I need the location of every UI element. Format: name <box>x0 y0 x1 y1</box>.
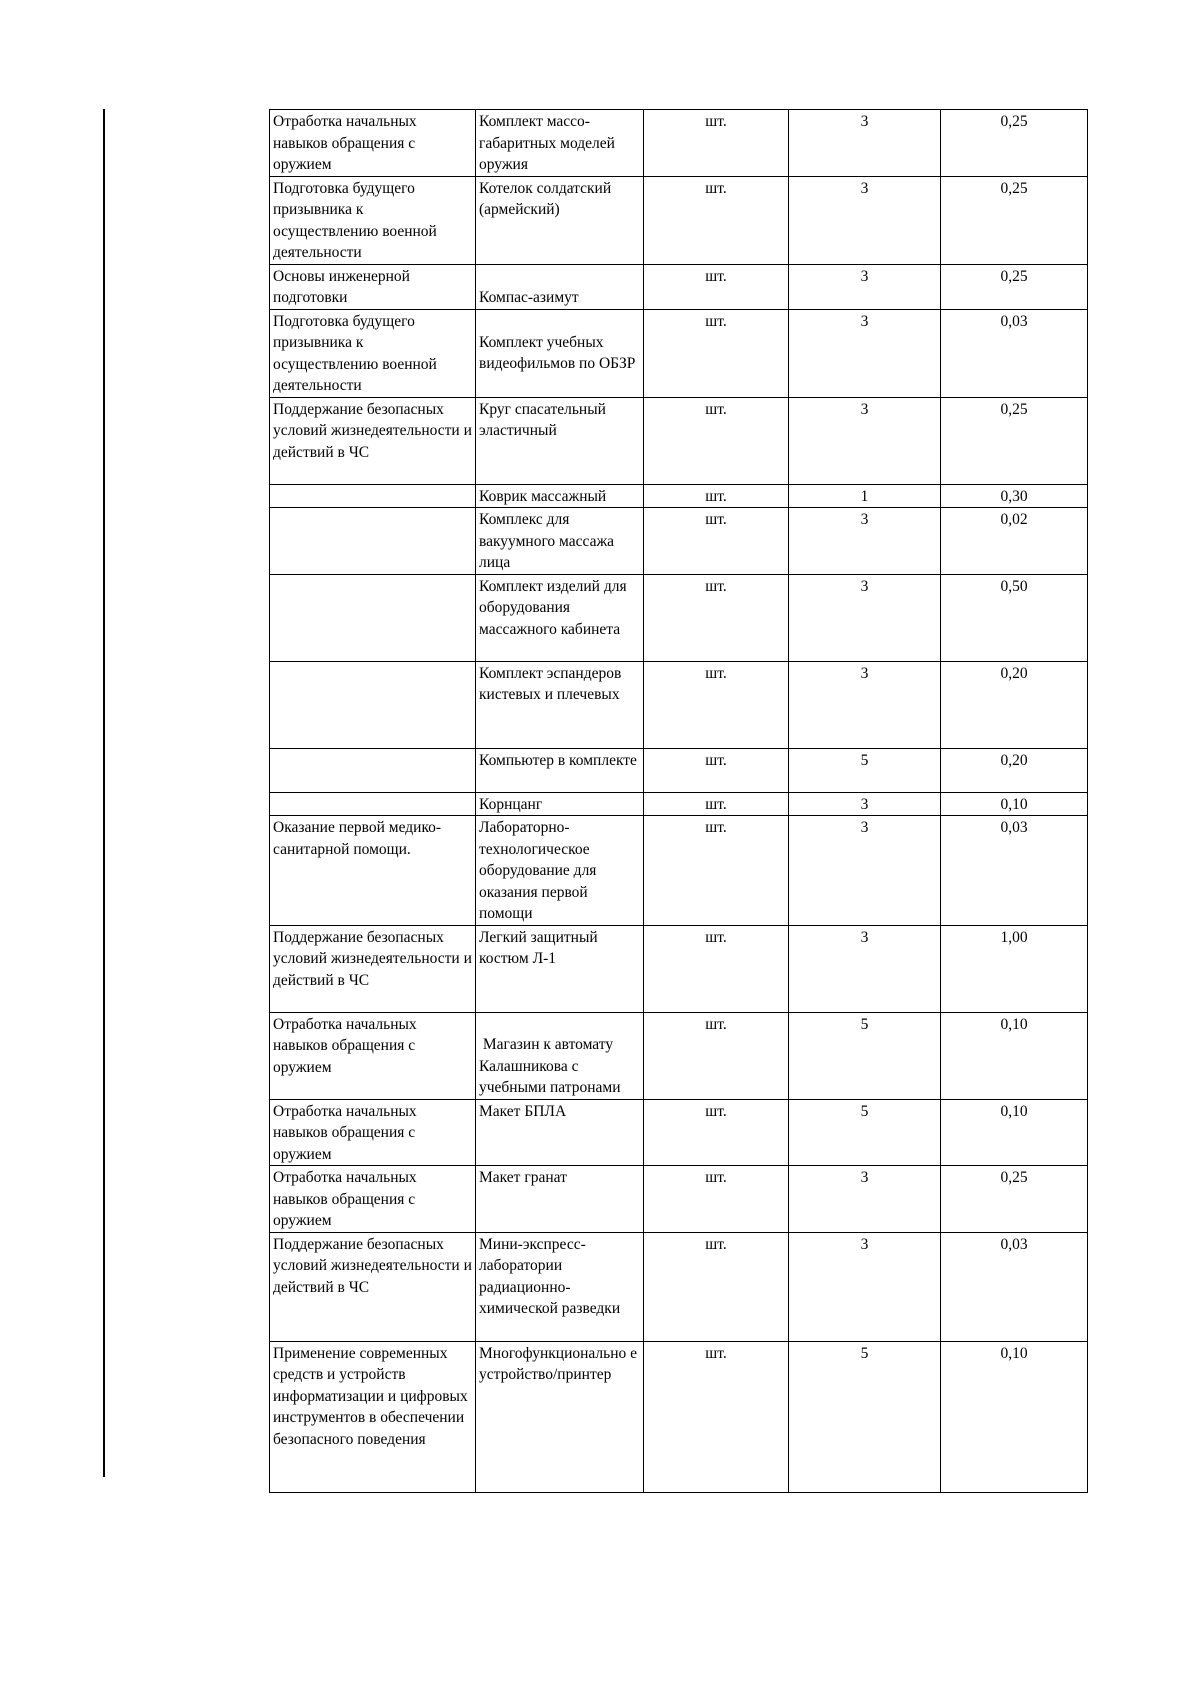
section-cell: Отработка начальных навыков обращения с оружием <box>270 1099 476 1166</box>
table-row <box>270 110 1088 177</box>
table-row <box>270 309 1088 397</box>
table-row <box>270 1099 1088 1166</box>
norm-cell: 0,25 <box>941 264 1088 309</box>
section-cell <box>270 508 476 575</box>
unit-cell: шт. <box>644 1012 789 1099</box>
item-cell: Макет гранат <box>476 1166 644 1233</box>
unit-cell: шт. <box>644 397 789 484</box>
norm-cell: 0,25 <box>941 1166 1088 1233</box>
qty-cell: 3 <box>789 574 941 661</box>
norm-cell: 0,03 <box>941 1232 1088 1341</box>
norm-cell: 0,10 <box>941 1099 1088 1166</box>
unit-cell: шт. <box>644 816 789 926</box>
norm-cell: 0,25 <box>941 110 1088 177</box>
unit-cell: шт. <box>644 792 789 816</box>
unit-cell: шт. <box>644 1166 789 1233</box>
item-cell: Комплект эспандеров кистевых и плечевых <box>476 661 644 748</box>
section-cell: Подготовка будущего призывника к осуществлению военной деятельности <box>270 176 476 264</box>
qty-cell: 5 <box>789 748 941 792</box>
section-cell <box>270 484 476 508</box>
qty-cell: 3 <box>789 925 941 1012</box>
table-row <box>270 264 1088 309</box>
norm-cell: 1,00 <box>941 925 1088 1012</box>
table-row <box>270 397 1088 484</box>
qty-cell: 3 <box>789 176 941 264</box>
norm-cell: 0,10 <box>941 792 1088 816</box>
item-cell: Магазин к автомату Калашникова с учебными патронами <box>476 1012 644 1099</box>
qty-cell: 3 <box>789 661 941 748</box>
section-cell: Подготовка будущего призывника к осуществлению военной деятельности <box>270 309 476 397</box>
section-cell: Отработка начальных навыков обращения с оружием <box>270 1166 476 1233</box>
unit-cell: шт. <box>644 176 789 264</box>
section-cell: Поддержание безопасных условий жизнедеятельности и действий в ЧС <box>270 1232 476 1341</box>
item-cell: Коврик массажный <box>476 484 644 508</box>
item-cell: Корнцанг <box>476 792 644 816</box>
item-cell: Макет БПЛА <box>476 1099 644 1166</box>
norm-cell: 0,03 <box>941 309 1088 397</box>
unit-cell: шт. <box>644 309 789 397</box>
norm-cell: 0,30 <box>941 484 1088 508</box>
norm-cell: 0,20 <box>941 748 1088 792</box>
item-cell: Лабораторно-технологическое оборудование для оказания первой помощи <box>476 816 644 926</box>
item-cell: Легкий защитный костюм Л-1 <box>476 925 644 1012</box>
table-row <box>270 1232 1088 1341</box>
qty-cell: 1 <box>789 484 941 508</box>
section-cell: Отработка начальных навыков обращения с оружием <box>270 110 476 177</box>
qty-cell: 3 <box>789 1166 941 1233</box>
norm-cell: 0,50 <box>941 574 1088 661</box>
norm-cell: 0,02 <box>941 508 1088 575</box>
qty-cell: 3 <box>789 792 941 816</box>
qty-cell: 3 <box>789 264 941 309</box>
norm-cell: 0,10 <box>941 1341 1088 1492</box>
table-row <box>270 925 1088 1012</box>
item-cell: Комплекс для вакуумного массажа лица <box>476 508 644 575</box>
qty-cell: 3 <box>789 397 941 484</box>
unit-cell: шт. <box>644 1341 789 1492</box>
qty-cell: 5 <box>789 1099 941 1166</box>
qty-cell: 3 <box>789 508 941 575</box>
item-cell: Мини-экспресс-лаборатории радиационно-химической разведки <box>476 1232 644 1341</box>
section-cell: Основы инженерной подготовки <box>270 264 476 309</box>
unit-cell: шт. <box>644 925 789 1012</box>
section-cell <box>270 574 476 661</box>
unit-cell: шт. <box>644 110 789 177</box>
table-row <box>270 1012 1088 1099</box>
section-cell: Поддержание безопасных условий жизнедеятельности и действий в ЧС <box>270 397 476 484</box>
qty-cell: 5 <box>789 1341 941 1492</box>
qty-cell: 3 <box>789 1232 941 1341</box>
norm-cell: 0,25 <box>941 176 1088 264</box>
norm-cell: 0,20 <box>941 661 1088 748</box>
norm-cell: 0,10 <box>941 1012 1088 1099</box>
section-cell: Применение современных средств и устройств информатизации и цифровых инструментов в обеспечении безопасного поведения <box>270 1341 476 1492</box>
item-cell: Комплект изделий для оборудования массажного кабинета <box>476 574 644 661</box>
table-row <box>270 1166 1088 1233</box>
unit-cell: шт. <box>644 1099 789 1166</box>
qty-cell: 3 <box>789 309 941 397</box>
table-row <box>270 661 1088 748</box>
item-cell: Компас-азимут <box>476 264 644 309</box>
item-cell: Многофункционально е устройство/принтер <box>476 1341 644 1492</box>
item-cell: Компьютер в комплекте <box>476 748 644 792</box>
page-margin-line <box>103 109 105 1477</box>
section-cell: Оказание первой медико-санитарной помощи. <box>270 816 476 926</box>
unit-cell: шт. <box>644 661 789 748</box>
section-cell: Поддержание безопасных условий жизнедеятельности и действий в ЧС <box>270 925 476 1012</box>
item-cell: Круг спасательный эластичный <box>476 397 644 484</box>
item-cell: Комплект учебных видеофильмов по ОБЗР <box>476 309 644 397</box>
table-row <box>270 574 1088 661</box>
unit-cell: шт. <box>644 484 789 508</box>
norm-cell: 0,03 <box>941 816 1088 926</box>
item-cell: Комплект массо-габаритных моделей оружия <box>476 110 644 177</box>
unit-cell: шт. <box>644 1232 789 1341</box>
section-cell <box>270 748 476 792</box>
section-cell <box>270 661 476 748</box>
qty-cell: 5 <box>789 1012 941 1099</box>
item-cell: Котелок солдатский (армейский) <box>476 176 644 264</box>
unit-cell: шт. <box>644 264 789 309</box>
section-cell <box>270 792 476 816</box>
table-row <box>270 508 1088 575</box>
unit-cell: шт. <box>644 508 789 575</box>
table-row <box>270 484 1088 508</box>
unit-cell: шт. <box>644 574 789 661</box>
norm-cell: 0,25 <box>941 397 1088 484</box>
table-row <box>270 748 1088 792</box>
table-row <box>270 816 1088 926</box>
table-row <box>270 176 1088 264</box>
table-row <box>270 792 1088 816</box>
equipment-table <box>269 109 1088 1493</box>
unit-cell: шт. <box>644 748 789 792</box>
qty-cell: 3 <box>789 816 941 926</box>
qty-cell: 3 <box>789 110 941 177</box>
section-cell: Отработка начальных навыков обращения с оружием <box>270 1012 476 1099</box>
table-row <box>270 1341 1088 1492</box>
